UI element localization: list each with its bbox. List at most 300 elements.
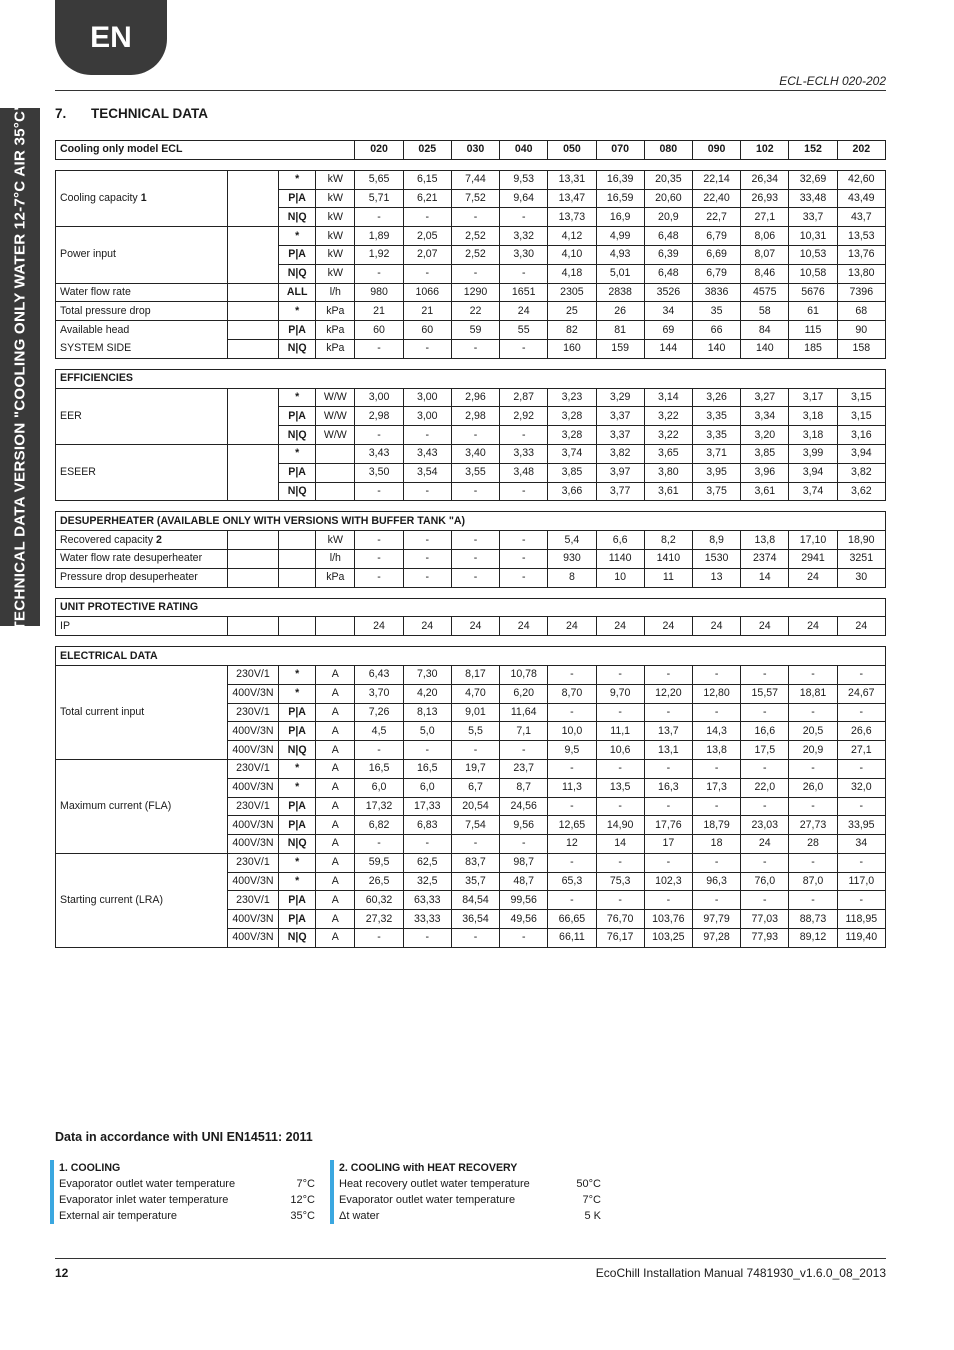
value-cell: 6,20	[500, 684, 548, 703]
value-cell: 66,65	[548, 910, 596, 929]
value-cell: 2,52	[451, 227, 499, 246]
value-cell: 16,5	[403, 759, 451, 778]
table-spacer	[56, 636, 886, 647]
row-label: Water flow rate desuperheater	[60, 552, 203, 565]
value-cell: -	[500, 549, 548, 568]
value-cell: 16,39	[596, 170, 644, 189]
condition-label: Evaporator inlet water temperature	[59, 1194, 229, 1206]
supply-cell: 400V/3N	[227, 910, 278, 929]
value-cell: 6,48	[644, 227, 692, 246]
row-label-cell	[56, 302, 228, 321]
sub-cell	[227, 444, 278, 500]
value-cell: -	[500, 264, 548, 283]
spacer-cell	[56, 636, 886, 647]
value-cell: 11,1	[596, 722, 644, 741]
condition-value: 7°C	[582, 1194, 601, 1206]
unit-cell: kPa	[316, 302, 355, 321]
unit-cell: kW	[316, 208, 355, 227]
row-label: Water flow rate	[60, 285, 131, 298]
value-cell: 97,28	[692, 929, 740, 948]
sub-cell	[227, 170, 278, 226]
unit-cell: A	[316, 665, 355, 684]
sub-cell	[227, 617, 278, 636]
value-cell: 1651	[500, 283, 548, 302]
value-cell: 4,10	[548, 245, 596, 264]
value-cell: 102,3	[644, 872, 692, 891]
efficiency-row	[56, 388, 886, 407]
row-label: Power input	[60, 248, 116, 261]
value-cell: -	[741, 703, 789, 722]
value-cell: -	[644, 665, 692, 684]
value-cell: 13,76	[837, 245, 885, 264]
value-cell: 42,60	[837, 170, 885, 189]
value-cell: -	[692, 853, 740, 872]
value-cell: 12,20	[644, 684, 692, 703]
version-cell: *	[279, 872, 316, 891]
value-cell: 7,30	[403, 665, 451, 684]
value-cell: 3,20	[741, 426, 789, 445]
unit-cell: kW	[316, 245, 355, 264]
value-cell: 3,22	[644, 407, 692, 426]
value-cell: -	[403, 741, 451, 760]
condition-row	[59, 1208, 315, 1224]
unit-cell: kPa	[316, 321, 355, 340]
value-cell: 3,29	[596, 388, 644, 407]
value-cell: 60	[403, 321, 451, 340]
value-cell: 9,70	[596, 684, 644, 703]
value-cell: 1,89	[355, 227, 403, 246]
value-cell: 3,97	[596, 463, 644, 482]
value-cell: 22,40	[692, 189, 740, 208]
value-cell: 66,11	[548, 929, 596, 948]
value-cell: -	[403, 835, 451, 854]
value-cell: 4,70	[451, 684, 499, 703]
value-cell: 159	[596, 339, 644, 358]
supply-cell: 230V/1	[227, 759, 278, 778]
value-cell: 8,7	[500, 778, 548, 797]
value-cell: 69	[644, 321, 692, 340]
value-cell: -	[596, 703, 644, 722]
unit-cell: A	[316, 872, 355, 891]
unit-cell: W/W	[316, 388, 355, 407]
value-cell: 4,99	[596, 227, 644, 246]
value-cell: -	[500, 741, 548, 760]
value-cell: 3,32	[500, 227, 548, 246]
value-cell: 8,17	[451, 665, 499, 684]
value-cell: 13,31	[548, 170, 596, 189]
value-cell: 33,33	[403, 910, 451, 929]
value-cell: 18,81	[789, 684, 837, 703]
value-cell: 1410	[644, 549, 692, 568]
value-cell: 3,94	[789, 463, 837, 482]
value-cell: 76,70	[596, 910, 644, 929]
version-cell: P|A	[279, 463, 316, 482]
value-cell: 10,0	[548, 722, 596, 741]
value-cell: 12	[548, 835, 596, 854]
value-cell: 10,58	[789, 264, 837, 283]
value-cell: 10,53	[789, 245, 837, 264]
value-cell: 3,33	[500, 444, 548, 463]
value-cell: -	[548, 665, 596, 684]
value-cell: 2,92	[500, 407, 548, 426]
value-cell: 16,6	[741, 722, 789, 741]
value-cell: 4,20	[403, 684, 451, 703]
value-cell: 15,57	[741, 684, 789, 703]
value-cell: 8,07	[741, 245, 789, 264]
electrical-row	[56, 853, 886, 872]
value-cell: -	[644, 853, 692, 872]
value-cell: 16,3	[644, 778, 692, 797]
unit-cell: kW	[316, 189, 355, 208]
row-label: Pressure drop desuperheater	[60, 571, 198, 584]
supply-cell: 400V/3N	[227, 929, 278, 948]
desuperheater-row	[56, 531, 886, 550]
spacer-cell	[56, 501, 886, 512]
value-cell: 3,00	[355, 388, 403, 407]
value-cell: 1530	[692, 549, 740, 568]
model-header: 080	[644, 141, 692, 160]
value-cell: 2374	[741, 549, 789, 568]
value-cell: 13,47	[548, 189, 596, 208]
value-cell: 8,9	[692, 531, 740, 550]
value-cell: 5,01	[596, 264, 644, 283]
value-cell: -	[644, 797, 692, 816]
value-cell: 20,60	[644, 189, 692, 208]
table-spacer	[56, 501, 886, 512]
value-cell: 8,70	[548, 684, 596, 703]
row-label: Cooling capacity 1	[60, 191, 147, 204]
version-cell	[279, 568, 316, 587]
section-title	[55, 106, 208, 121]
value-cell: 5,65	[355, 170, 403, 189]
value-cell: 8,13	[403, 703, 451, 722]
spacer-cell	[56, 587, 886, 598]
value-cell: 3,70	[355, 684, 403, 703]
value-cell: -	[596, 853, 644, 872]
sub-cell	[227, 388, 278, 444]
value-cell: 59	[451, 321, 499, 340]
condition-value: 12°C	[290, 1194, 315, 1206]
value-cell: 13,5	[596, 778, 644, 797]
value-cell: -	[355, 835, 403, 854]
value-cell: -	[789, 853, 837, 872]
value-cell: 17,76	[644, 816, 692, 835]
value-cell: -	[837, 665, 885, 684]
row-label: Starting current (LRA)	[60, 893, 164, 906]
value-cell: 2941	[789, 549, 837, 568]
value-cell: -	[741, 891, 789, 910]
value-cell: 5676	[789, 283, 837, 302]
value-cell: 3,16	[837, 426, 885, 445]
supply-cell: 400V/3N	[227, 872, 278, 891]
row-label: Maximum current (FLA)	[60, 799, 172, 812]
bottom-divider	[55, 1258, 886, 1259]
value-cell: -	[355, 339, 403, 358]
condition-value: 35°C	[290, 1210, 315, 1222]
section-header-row	[56, 512, 886, 531]
value-cell: 27,73	[789, 816, 837, 835]
unit-cell: l/h	[316, 283, 355, 302]
value-cell: 27,1	[741, 208, 789, 227]
value-cell: 14,90	[596, 816, 644, 835]
version-cell: P|A	[279, 245, 316, 264]
value-cell: -	[451, 835, 499, 854]
row-label: EER	[60, 409, 82, 422]
sub-cell	[227, 321, 278, 340]
value-cell: 16,59	[596, 189, 644, 208]
sub-cell	[227, 568, 278, 587]
value-cell: 3,22	[644, 426, 692, 445]
value-cell: 2,52	[451, 245, 499, 264]
row-label-cell	[56, 617, 228, 636]
value-cell: -	[837, 891, 885, 910]
value-cell: 24	[692, 617, 740, 636]
condition-value: 50°C	[576, 1178, 601, 1190]
value-cell: 17,33	[403, 797, 451, 816]
footnote-ref: 2	[155, 533, 162, 546]
section-title-text: TECHNICAL DATA	[91, 106, 208, 121]
value-cell: 3,99	[789, 444, 837, 463]
value-cell: 21	[355, 302, 403, 321]
value-cell: -	[500, 835, 548, 854]
value-cell: 3,74	[789, 482, 837, 501]
version-cell: *	[279, 227, 316, 246]
model-header: 050	[548, 141, 596, 160]
value-cell: 20,9	[644, 208, 692, 227]
row-label-cell	[56, 283, 228, 302]
value-cell: 21	[403, 302, 451, 321]
model-header: 152	[789, 141, 837, 160]
value-cell: 3,50	[355, 463, 403, 482]
value-cell: 68	[837, 302, 885, 321]
value-cell: 90	[837, 321, 885, 340]
value-cell: 3,82	[837, 463, 885, 482]
supply-cell: 230V/1	[227, 703, 278, 722]
value-cell: 12,65	[548, 816, 596, 835]
value-cell: -	[692, 665, 740, 684]
version-cell: *	[279, 778, 316, 797]
value-cell: 30	[837, 568, 885, 587]
value-cell: 3,27	[741, 388, 789, 407]
unit-cell: A	[316, 835, 355, 854]
value-cell: 5,5	[451, 722, 499, 741]
value-cell: 9,01	[451, 703, 499, 722]
version-cell: P|A	[279, 722, 316, 741]
value-cell: -	[451, 929, 499, 948]
value-cell: 14	[596, 835, 644, 854]
version-cell: P|A	[279, 321, 316, 340]
version-cell: *	[279, 388, 316, 407]
value-cell: 61	[789, 302, 837, 321]
condition-row	[339, 1208, 601, 1224]
value-cell: 99,56	[500, 891, 548, 910]
value-cell: 18,79	[692, 816, 740, 835]
unit-cell: kW	[316, 170, 355, 189]
value-cell: 25	[548, 302, 596, 321]
value-cell: 22,14	[692, 170, 740, 189]
value-cell: 3,85	[741, 444, 789, 463]
value-cell: 3,18	[789, 426, 837, 445]
value-cell: 24	[548, 617, 596, 636]
unit-cell: W/W	[316, 407, 355, 426]
value-cell: 9,53	[500, 170, 548, 189]
value-cell: 35,7	[451, 872, 499, 891]
value-cell: -	[451, 208, 499, 227]
value-cell: 59,5	[355, 853, 403, 872]
heat-recovery-conditions-title: 2. COOLING with HEAT RECOVERY	[339, 1162, 518, 1174]
row-label-cell	[56, 321, 228, 340]
unit-cell: A	[316, 778, 355, 797]
value-cell: 97,79	[692, 910, 740, 929]
model-header: 020	[355, 141, 403, 160]
unit-cell: A	[316, 703, 355, 722]
supply-cell: 400V/3N	[227, 778, 278, 797]
row-label-cell	[56, 531, 228, 550]
value-cell: 8	[548, 568, 596, 587]
value-cell: 5,4	[548, 531, 596, 550]
value-cell: -	[500, 568, 548, 587]
model-header: 025	[403, 141, 451, 160]
sub-cell	[227, 227, 278, 283]
unit-cell: kW	[316, 264, 355, 283]
value-cell: -	[596, 797, 644, 816]
value-cell: -	[837, 759, 885, 778]
value-cell: 17	[644, 835, 692, 854]
value-cell: 43,49	[837, 189, 885, 208]
value-cell: 26,34	[741, 170, 789, 189]
value-cell: 2,98	[355, 407, 403, 426]
unit-cell: A	[316, 891, 355, 910]
sub-cell	[227, 531, 278, 550]
version-cell: N|Q	[279, 929, 316, 948]
version-cell: P|A	[279, 910, 316, 929]
value-cell: 3836	[692, 283, 740, 302]
supply-cell: 230V/1	[227, 797, 278, 816]
value-cell: -	[403, 549, 451, 568]
model-header: 090	[692, 141, 740, 160]
version-cell: ALL	[279, 283, 316, 302]
section-header-row	[56, 647, 886, 666]
value-cell: 4,18	[548, 264, 596, 283]
value-cell: 83,7	[451, 853, 499, 872]
value-cell: -	[451, 482, 499, 501]
value-cell: 8,06	[741, 227, 789, 246]
value-cell: -	[355, 264, 403, 283]
value-cell: 13,8	[692, 741, 740, 760]
value-cell: -	[403, 426, 451, 445]
value-cell: 13,53	[837, 227, 885, 246]
cooling-conditions	[50, 1160, 315, 1224]
unit-cell: A	[316, 759, 355, 778]
value-cell: 6,0	[403, 778, 451, 797]
version-cell: *	[279, 684, 316, 703]
sub-cell	[227, 302, 278, 321]
version-cell: P|A	[279, 189, 316, 208]
value-cell: 76,0	[741, 872, 789, 891]
value-cell: 6,79	[692, 264, 740, 283]
value-cell: 3,62	[837, 482, 885, 501]
desuperheater-title: DESUPERHEATER (AVAILABLE ONLY WITH VERSIONS WITH BUFFER TANK "A)	[56, 512, 886, 531]
value-cell: 26,5	[355, 872, 403, 891]
unit-cell: kPa	[316, 568, 355, 587]
value-cell: 32,69	[789, 170, 837, 189]
value-cell: 24,67	[837, 684, 885, 703]
value-cell: 13,7	[644, 722, 692, 741]
value-cell: 103,76	[644, 910, 692, 929]
value-cell: -	[403, 482, 451, 501]
value-cell: 75,3	[596, 872, 644, 891]
value-cell: 140	[741, 339, 789, 358]
unit-cell: A	[316, 684, 355, 703]
value-cell: 3,43	[403, 444, 451, 463]
value-cell: 3,75	[692, 482, 740, 501]
value-cell: 24	[355, 617, 403, 636]
value-cell: 3,35	[692, 426, 740, 445]
value-cell: -	[837, 797, 885, 816]
value-cell: 48,7	[500, 872, 548, 891]
electrical-title: ELECTRICAL DATA	[56, 647, 886, 666]
value-cell: -	[837, 853, 885, 872]
value-cell: -	[789, 665, 837, 684]
value-cell: 10	[596, 568, 644, 587]
value-cell: -	[692, 797, 740, 816]
value-cell: 26,0	[789, 778, 837, 797]
version-cell	[279, 549, 316, 568]
value-cell: -	[403, 339, 451, 358]
footnote-ref: 1	[140, 191, 147, 204]
value-cell: 14,3	[692, 722, 740, 741]
conditions-title: Data in accordance with UNI EN14511: 2011	[55, 1130, 313, 1144]
model-header: 070	[596, 141, 644, 160]
value-cell: 6,7	[451, 778, 499, 797]
electrical-row	[56, 759, 886, 778]
condition-row	[59, 1192, 315, 1208]
value-cell: 14	[741, 568, 789, 587]
value-cell: 119,40	[837, 929, 885, 948]
value-cell: 8,46	[741, 264, 789, 283]
version-cell	[279, 531, 316, 550]
value-cell: -	[451, 264, 499, 283]
value-cell: -	[789, 703, 837, 722]
value-cell: 4,93	[596, 245, 644, 264]
value-cell: 26,6	[837, 722, 885, 741]
efficiency-row	[56, 444, 886, 463]
value-cell: 3,71	[692, 444, 740, 463]
row-label: Recovered capacity 2	[60, 533, 162, 546]
value-cell: 20,5	[789, 722, 837, 741]
cooling-row	[56, 227, 886, 246]
top-divider	[55, 90, 886, 91]
supply-cell: 400V/3N	[227, 835, 278, 854]
value-cell: 49,56	[500, 910, 548, 929]
model-header-row	[56, 141, 886, 160]
row-label-cell	[56, 444, 228, 500]
value-cell: 3,18	[789, 407, 837, 426]
condition-label: Evaporator outlet water temperature	[339, 1194, 516, 1206]
value-cell: 3,85	[548, 463, 596, 482]
value-cell: 5,0	[403, 722, 451, 741]
value-cell: 980	[355, 283, 403, 302]
value-cell: 96,3	[692, 872, 740, 891]
value-cell: 3,37	[596, 407, 644, 426]
unit-cell: A	[316, 910, 355, 929]
value-cell: 7,54	[451, 816, 499, 835]
desuperheater-row	[56, 568, 886, 587]
value-cell: 7396	[837, 283, 885, 302]
version-cell: P|A	[279, 407, 316, 426]
value-cell: 3,43	[355, 444, 403, 463]
value-cell: 185	[789, 339, 837, 358]
